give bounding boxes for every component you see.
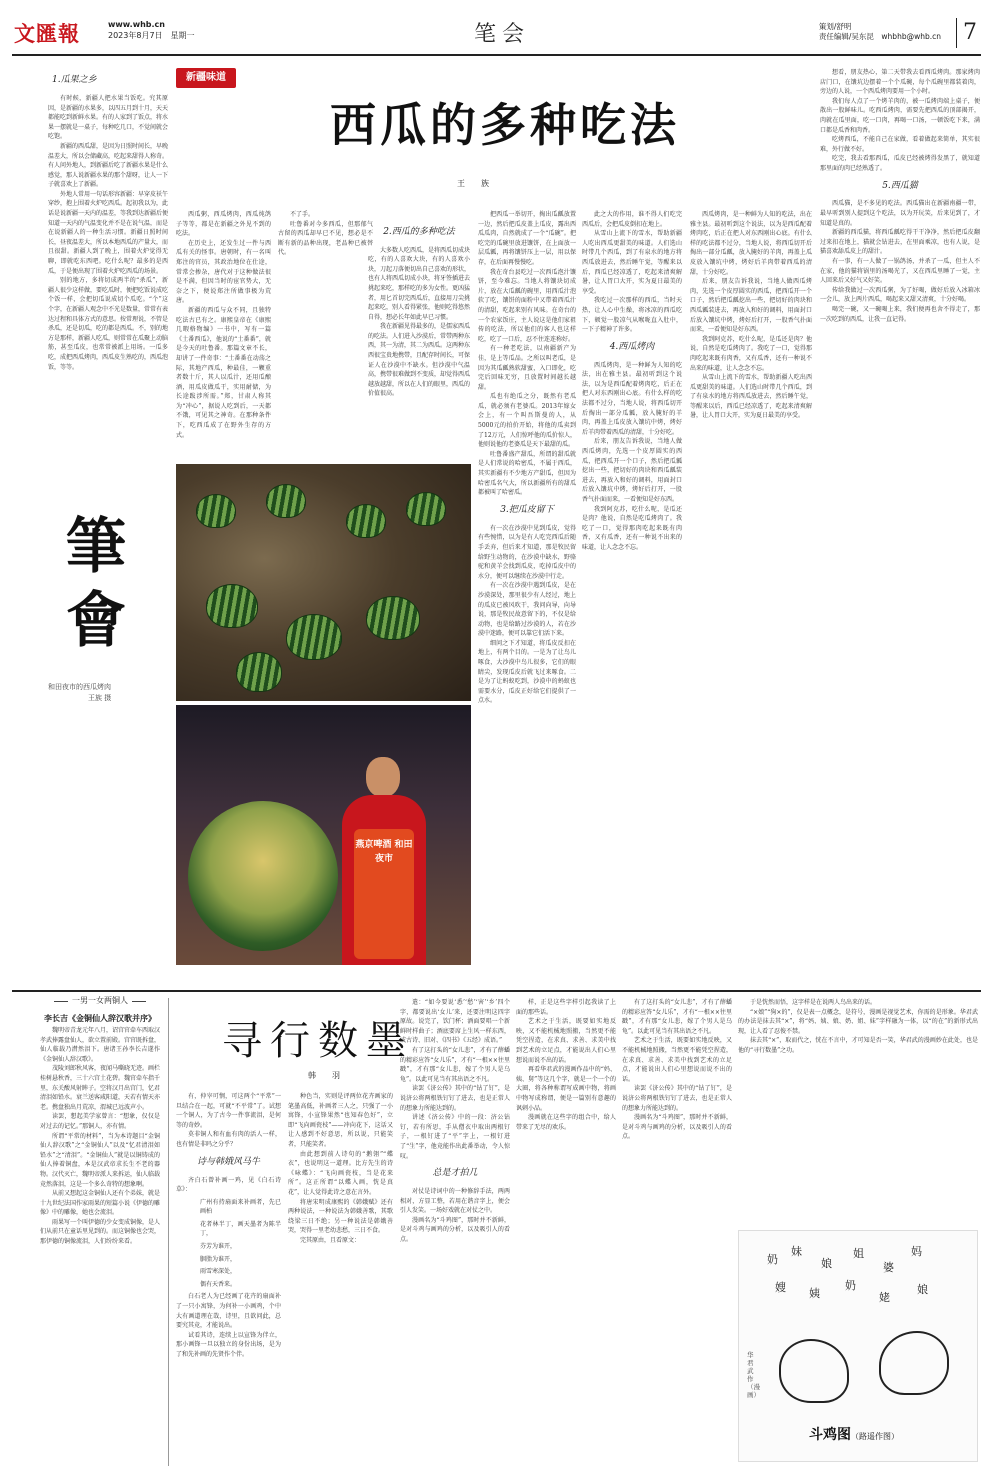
watermelon-shape [366, 596, 420, 640]
photo-caption [48, 682, 111, 704]
feature-column-2 [176, 210, 271, 462]
essay-column-f [738, 998, 978, 1223]
cartoon-characters [761, 1239, 951, 1329]
paragraph: 想看，朋友热心，第二天带我去看西瓜烤肉。那家烤肉店门口，在馕坑边摆着一个个瓜碗，每个瓜碗里都装着肉，旁边的人说，一个西瓜烤肉要用一个小时。 [820, 69, 980, 96]
column-rule [168, 998, 169, 1466]
essay-subheading: 诗与韩娥风马牛 [196, 1156, 260, 1167]
cartoon-caption [809, 1425, 899, 1447]
paragraph: 吃完，我去看那西瓜，瓜皮已经被烤得发黑了，就知道那里面的肉已经熟透了。 [820, 155, 980, 172]
article-author: 王 族 [457, 179, 493, 188]
cartoon-subtitle: （路遥作图） [851, 1432, 899, 1442]
masthead-url[interactable]: www.whb.cn [108, 20, 165, 29]
essay-column-c [400, 998, 510, 1466]
paragraph: 吐鲁番对今多西瓜，但那郁气古留的西瓜却早已不见，想必是不断有新的品种出现，老品种已被替代。 [278, 220, 373, 257]
editor-credit: 责任编辑/吴东昆 whbhb@whb.cn [818, 32, 941, 42]
cartoon-char: 婆 [883, 1261, 894, 1274]
watermelon-shape [196, 494, 236, 528]
photo-caption-text: 和田夜市的西瓜烤肉 [48, 683, 111, 691]
section-heading-4: 4.西瓜烤肉 [609, 341, 655, 352]
paragraph: 别的地方，多将切成两半的“杀瓜”，新疆人很少这样做，要吃瓜时，便把吃饭说成吃个饭一样，会把切瓜说成切个瓜吃。“个”这个字，在新疆人观念中不光是数量，常常有表达过程和具体方式的意思。按常理说，不管是杀瓜，还是切瓜，吃的都是西瓜。不，别的地方是那样，新疆人吃瓜，则常常在瓜聚上动脑筋，甚至瓜皮，也常常被派上用场。一瓜多吃，成把西瓜烤肉，西瓜皮生熟吃的，西瓜泡饭，等等。 [48, 277, 168, 371]
paragraph: 讲述《济公传》中的一段：济公钻钉，若有所思，手从僧衣中取出两根钉子，一根钉进了“平”字上，一根钉进了“生”字，他竟能作出此番举动，令人惊叹。 [400, 1114, 510, 1160]
section-heading-1: 1.瓜果之乡 [52, 75, 97, 85]
paragraph: 茂陵刘郎秋风客，夜闻马嘶晓无迹。画栏桂树悬秋香，三十六宫土花碧。魏官牵车指千里，东关酸风射眸子。空将汉月出宫门，忆君清泪如铅水。衰兰送客咸阳道，天若有情天亦老。携盘独出月荒凉，渭城已远波声小。 [40, 1065, 160, 1111]
section-heading-3: 3.把瓜皮留下 [500, 504, 554, 515]
paragraph: 有时候，新疆人把水果当饭吃。究其原因，是新疆的水果多，以四五月到十月，天天都能吃到新鲜水果。有的人家到了饭点，将水果一摆就是一桌子，每种吃几口，不觉间就会吃饱。 [48, 94, 168, 141]
paragraph: 吐鲁番盛产甜瓜，所谓的甜瓜就是人们常说的哈密瓜，不属于西瓜，其实新疆有不少地方产甜瓜，但因为哈密瓜名气大，所以新疆所有的甜瓜都被叫了哈密瓜。 [478, 450, 576, 497]
essay-column-d [516, 998, 616, 1466]
paragraph: 齐白石曾补画一鸡，见《白石诗草》： [176, 1176, 281, 1194]
cartoon-char: 妹 [791, 1245, 802, 1258]
paragraph: 大多数人吃西瓜，是将西瓜切成块吃，有的人喜欢大块，有的人喜欢小块，刀起刀落便切出自己喜欢的形状，也有人将西瓜切成小块，将牙签插进去挑起来吃，那样吃的多为女性。更凶猛者，用匕首切完西瓜后，直接用刀尖挑起来吃，别人看得紧张，他则吃得悠然自得，想必长年如此早已习惯。 [368, 246, 470, 321]
paragraph: 有一种老吃法，以南疆新产为佳，是上等瓜品。之所以叫老瓜，是因为其瓜瓤熟软甜蜜，入口即化，吃完后回味无穷，且放置时间越长越甜。 [478, 345, 576, 391]
paragraph: 完其原由，且看原文： [300, 1236, 361, 1244]
essay-title: 寻行数墨 [222, 1018, 414, 1064]
cartoon-char: 妈 [911, 1245, 922, 1258]
feature-column-1 [48, 68, 168, 473]
paragraph: 有了这打头的“女儿悲”，才有了薛蟠的精彩应答“女儿乐”，才有“一根××往里戳”，才有那“女儿悲，嫁了个男人是乌龟”。以此可见当有其出语之不凡。 [622, 999, 732, 1035]
paragraph: 瓜也有绝瓜之分，既然有老瓜瓜，就必须有老婆瓜。2013年嫁女会上，有一个叫吾斯曼的人，从5000元的拍价开始，将他的瓜卖到了12万元，人们惊呼他的瓜价惊人，他则说他的老婆瓜是天下最甜的瓜。 [478, 393, 576, 449]
paragraph: 有一次在沙漠中遇到瓜皮，是在沙漠深处，那里很少有人经过，地上的瓜皮已被风吹干，我问向导，向导说，那是牧民故意留下的，不仅是给动物，也是给路过沙漠的人，若在沙漠中迷路，便可以靠它们活下来。 [478, 582, 576, 638]
paragraph: 西瓜烤肉，是一种鲜为人知的吃法，出在雅主县。最初听到这个说法，以为是西瓜配着烤肉吃，后正在把人对东西刚出心底。有什么样的吃法都不过分，当地人说，将西瓜切开后掏出一部分瓜瓤，放入腌好的羊肉，再盖上瓜皮放入馕坑中烤，烤好后羊肉带着西瓜的清甜，十分好吃。 [690, 211, 812, 276]
feature-column-3b [368, 210, 470, 462]
paragraph: 我到阿克苏，吃什么呢，是瓜还是肉？他说，自然是吃瓜烤肉了。我吃了一口，觉得那肉吃起来既有肉香，又有瓜香，还有一种说不出来的味道，让人念念不忘。 [690, 335, 812, 372]
cartoon-char: 奶 [767, 1253, 778, 1266]
feature-column-6 [820, 68, 980, 978]
paragraph: 魏明帝青龙元年八月，诏宫官牵车西取汉孝武捧露盘仙人，欲立置前殿。宫官既拆盘，仙人临载乃潸然泪下。唐诸王孙李长吉遂作《金铜仙人辞汉歌》。 [40, 1027, 160, 1063]
calligraphy-char: 筆 [66, 512, 126, 582]
paragraph: 我在新疆见得最多的，是儒家西瓜的吃法。人们进入沙漠后，常带两种东西，其一为清，其二为西瓜。这两种东西很宝贵地携带，且配存时间长，可保证人在沙漠中不缺水。但沙漠中气温高，携带很难做到不变质，却觉得西瓜越放越甜，所以在人们的眼里，西瓜的价值很高。 [368, 323, 470, 398]
poem-line: 偶有天香来。 [200, 1280, 237, 1288]
rooster-left-drawing [779, 1339, 849, 1403]
essay-author: 韩 羽 [308, 1071, 344, 1080]
column-calligraphy [48, 510, 144, 660]
paragraph: 样，正是这些字样引起我读了上面的那些话。 [516, 999, 616, 1016]
paragraph: 遣：“如今要说‘悉’‘愁’‘害’‘乡’四个字，都要说出‘女儿’来，还要注明这四字原故。说完了，饮门杯；酒面要唱一个新鲜时样曲子；酒底要席上生风一样东西，或古诗、旧对、《四书》《五经》成语。” [400, 999, 510, 1045]
watermelon-shape [236, 652, 282, 692]
paragraph: 将唐宋明成康熙的《韩娥赋》还有两种说法，一种说法为韩娥善歌，其歌绕梁三日不绝；另一种说法是韩娥善哭，哭得一里老幼悲愁，三日不食。 [288, 1198, 393, 1235]
paragraph: 此之大的作用，谁不得人们吃完西瓜后，会把瓜皮倒扣在地上。 [582, 211, 682, 228]
paragraph: 漫画名为“斗鸡图”，那时并不新鲜，是对斗鸡与画鸡的分析，以及吸引人的看点。 [400, 1216, 510, 1243]
paragraph: 在历史上，还发生过一件与西瓜有关的怪事。唐朝时，有一名叫郑注的官员，其政治地位在仕途，常常会掺杂，唐代对于这种做法很是不满，但因当时的宦官势大，无奈之下，便说郑注所做事极为荒唐。 [176, 239, 271, 305]
paragraph: 从雪山上流下的雪水，帮助新疆人吃出西瓜更甜美的味道。人们选山时带几个西瓜，到了有泉水的地方将西瓜放进去，然后睡午觉，等醒来以后，西瓜已经凉透了，吃起来清爽解暑，让人胃口大开，实为夏日最美的享受。 [582, 230, 682, 295]
paragraph: 吃烤西瓜，不能自己在家做，看着做起来简单，其实很难，外行做不好。 [820, 136, 980, 153]
feature-column-3 [278, 210, 373, 462]
poem-line: 广州有持扇面来补画者，先已画柏 [200, 1198, 281, 1216]
paragraph: 对仗是诗词中的一种修辞手法，两两相对，方显工整，若用在谐音字上，便会引人发笑。一场好戏就在对仗之中。 [400, 1188, 510, 1215]
paragraph: 所谓“平常的材料”，当为本诗题目“金铜仙人辞汉歌”之“金铜仙人”以及“忆君清泪如铅水”之“清泪”。“金铜仙人”就是以铜铸成的仙人捧着铜盘，本是汉武帝求长生不老的器物。汉代灭亡，魏明帝派人来拆运，仙人临载竟然落泪，这是一个多么奇特的想象啊。 [40, 1132, 160, 1188]
paragraph: 有一次在沙漠中见到瓜皮，觉得有些惋惜，以为是有人吃完西瓜后随手丢弃，但后来才知道，那是牧民留给野生动物的，在沙漠中缺水，野骆驼和黄羊会找到瓜皮，吃掉瓜皮中的水分，便可以继续在沙漠中行走。 [478, 524, 576, 580]
newspaper-logo: 文匯報 [14, 21, 80, 46]
rooster-right-drawing [879, 1331, 949, 1395]
feature-column-5b [690, 210, 812, 975]
article-title: 西瓜的多种吃法 [330, 98, 680, 152]
paragraph: 莫非铜人和有血有肉的活人一样，也有情是非吗之分乎？ [176, 1131, 281, 1148]
paragraph: 种色当，实则是评两位花卉画家的笔墨高低，补画者三人之，只强了一小寓锋，小宣锋果然“也知春色好”，立即“飞向画瓷枝”——冲向花下，这话又让人感到不好意思，所以说，只能笑者，只能笑者。 [288, 1093, 393, 1148]
section-title: 笔会 [473, 22, 530, 47]
watermelon-shape [266, 484, 306, 518]
watermelon-roast-photo [176, 464, 471, 701]
cartoon-artist-note: （漫画） [747, 1383, 760, 1399]
paragraph: 西瓜烤肉，是一种鲜为人知的吃法，出在雅主县。最初听到这个说法，以为是西瓜配着烤肉吃，后正在把人对东西刚出心底。有什么样的吃法都不过分，当地人说，将西瓜切开后掏出一部分瓜瓤，放入腌好的羊肉，再盖上瓜皮放入馕坑中烤，烤好后羊肉带着西瓜的清甜，十分好吃。 [582, 361, 682, 436]
paragraph: 细问之下才知道，将瓜皮反扣在地上，有两个目的。一是为了让鸟儿啄食，大沙漠中鸟儿很多，它们的眼睛尖，发现瓜皮后就飞过来啄食。二是为了让蚂蚁吃到，沙漠中的蚂蚁也需要水分，瓜皮正好给它们提供了一点水。 [478, 639, 576, 705]
essay-subheading: 总是才拍几 [432, 1168, 478, 1179]
paragraph: 读罢，想起美学家曾言：“想象，仅仅是对过去的记忆。”那铜人，亦有情。 [40, 1113, 160, 1130]
masthead [12, 14, 981, 56]
paragraph: 于是恍然而悟，这字样是在说两人鸟出来的话。 [750, 999, 877, 1006]
cartoon-char: 嫂 [775, 1281, 786, 1294]
cartoon-title: 斗鸡图 [809, 1427, 851, 1444]
paragraph: 艺术之于生活，既要如实地反映，又不能机械地照搬，当然更不能凭空捏造，在求真、求善、求美中找到艺术的立足点，才能说出人们心里想说而说不出的话。 [622, 1037, 732, 1083]
paragraph: 有一事，有一人做了一锅鸽汤，并杀了一瓜，但主人不在家，他的猫将锅里的汤喝光了，又在西瓜里睡了一觉，主人回来后又好气又好笑。 [820, 258, 980, 285]
section-heading-5: 5.西瓜猫 [882, 180, 918, 191]
paragraph: 艺术之于生活，既要如实地反映，又不能机械地照搬，当然更不能凭空捏造，在求真、求善、求美中找到艺术的立足点，才能说出人们心里想说而说不出的话。 [516, 1018, 616, 1064]
paragraph: 试看其诗，连续上以宣锋为伴立，那小画锋一旦以独立的身份出场，是为了和先补画的先贤作个伴。 [176, 1331, 281, 1358]
paragraph: 西瓜猫，是不多见的吃法。西瓜猫出在新疆南疆一带，最早听到别人提到这个吃法，以为开玩笑，后来见到了，才知道是真的。 [820, 200, 980, 227]
paragraph: 把西瓜一举切开，掏出瓜瓤放置一边，然后把瓜皮盖上瓜皮，露出西瓜瓜肉，自然就成了一个“瓜碗”。把吃完的瓜碗里放进馕饼，在上面放一层瓜瓤，再将馕饼压上一层，用以保存，在后面再慢慢吃。 [478, 211, 576, 266]
paragraph: 有，仲宰可悯，可这两个“平常”一旦结合在一起，可就“不平常”了。试想一个铜人，为了古今一件事流泪，是何等的奇妙。 [176, 1093, 281, 1129]
apron-print: 燕京啤酒 和田夜市 [354, 829, 414, 959]
column-tag: 新疆味道 [176, 68, 236, 88]
cartoon-char: 娘 [917, 1283, 928, 1296]
paragraph: “×娘”“狗×的”，仅是表一点概念，是符号，漫画是视觉艺术，你需的是形象。华君武的办法是抹去其“×”，将“妈、姨、娘、奶、姐、妹”字样融为一体，以“的在”的新形式出现，让人看了忍俊不禁。 [738, 1008, 978, 1035]
paragraph: 外地人常用一句话形容新疆：早穿皮袄午穿纱，抱上围着火炉吃西瓜。起初我以为，此话是说新疆一天内的温差，等我到达新疆后便知道一天内的气温变化并不是在说气温，而是在说新疆人的一种生活习惯。新疆日照时间长，昼夜温差大，所以本地西瓜的产量大，而且很甜。新疆人到了晚上，围着火炉觉得无聊，即就吃东西吧。吃什么呢？最多的是西瓜，于是便出现了围着火炉吃西瓜的场景。 [48, 190, 168, 275]
cartoon-char: 娘 [821, 1257, 832, 1270]
chef-figure [336, 757, 431, 962]
sidebar-header: 一男一女两铜人 [40, 995, 160, 1007]
paragraph: 从雪山上流下的雪水，帮助新疆人吃出西瓜更甜美的味道。人们选山时带几个西瓜，到了有泉水的地方将西瓜放进去，然后睡午觉，等醒来以后，西瓜已经凉透了，吃起来清爽解暑，让人胃口大开，实为夏日最美的享受。 [690, 374, 812, 420]
paragraph: 后来，朋友告诉我说，当地人做西瓜烤肉，先选一个皮厚圆实的西瓜，把西瓜开一个口子，然后把瓜瓤挖出一些，把切好的肉块和西瓜瓤装进去，再放入和好的调料，用面封口后放入馕坑中烤，烤好后打开，一股香气扑面而来，一看便知是好东西。 [690, 278, 812, 334]
watermelon-shape [406, 492, 446, 526]
calligraphy-char: 會 [66, 586, 126, 656]
poem-line: 花者林半丁，画天墨者为陈半丁， [200, 1220, 281, 1238]
paragraph: 新疆的西瓜甜，是因为日照时间长，早晚温差大，所以会储藏高，吃起来甜得人称奇。有人问外地人，到新疆后吃了新疆水果是什么感觉，那人说新疆水果的那个甜呀，让人一下子就喜欢上了新疆。 [48, 142, 168, 189]
masthead-date: 2023年8月7日 星期一 [108, 30, 195, 40]
paragraph: 从前又想起这金铜仙人还有个弟妹，就是十九世纪法国作家雨果的短篇小说《伊德的雕像》中的雕像，她也会流泪。 [40, 1190, 160, 1217]
sidebar-title: 李长吉《金铜仙人辞汉歌并序》 [44, 1013, 156, 1023]
planner-credit: 策划/舒明 [818, 22, 852, 31]
paragraph: 新疆的西瓜猫，将西瓜瓤吃得干干净净，然后把瓜皮翻过来扣在地上，猫就会钻进去，在里面乘凉，也有人说，是猫喜欢舔瓜皮上的甜汁。 [820, 229, 980, 256]
cartoon-char: 姥 [879, 1291, 890, 1304]
cartoon-illustration [738, 1230, 978, 1462]
essay-column-e [622, 998, 732, 1466]
paragraph: 后来，朋友告诉我说，当地人做西瓜烤肉，先选一个皮厚圆实的西瓜，把西瓜开一个口子，然后把瓜瓤挖出一些，把切好的肉块和西瓜瓤装进去，再放入和好的调料，用面封口后放入馕坑中烤，烤好后打开，一股香气扑面而来，一看便知是好东西。 [582, 438, 682, 503]
paragraph: 读罢《济公传》其中的“钻了钉”，是说济公将两根铁钉钉了进去，也是正常人的想象力所能达到的。 [622, 1085, 732, 1112]
paragraph: 我们每人点了一个烤羊肉的，被一瓜烤肉端上桌子，便散出一股鲜味儿。吃西瓜烤肉，需要先把西瓜的顶部揭开，肉就在瓜里面，吃一口肉，再喝一口汤，一顿饭吃下来，满口都是瓜香和肉香。 [820, 97, 980, 134]
watermelon-shape [206, 584, 258, 628]
paragraph: 喝完一碗，又一碗喝上来，我们便再也舍不得走了，那一次吃到的西瓜，让我一直记得。 [820, 306, 980, 323]
paragraph: 由此想到前人诗句的“鹅翎”“蝶衣”，也说明这一道理。比方先生的诗《咏蝶》：“飞向画瓷枝，当是花来所”。这正所谓“以蝶入画，恍是真花”，让人觉得此诗之意在言外。 [288, 1150, 393, 1196]
paragraph: 读罢《济公传》其中的“钻了钉”，是说济公将两根铁钉钉了进去，也是正常人的想象力所能达到的。 [400, 1085, 510, 1112]
essay-column-a [176, 1092, 281, 1467]
paragraph: 白石老人为已经画了花卉的扇面补了一只小寓锋，为何补一小画鸡，个中大有画道理在哉，诗里，且欲问此，总要究其竟，才能说出。 [176, 1293, 281, 1330]
paragraph: 再看华君武的漫画作品中的“妈、姨、舅”等这几个字，就是一个一个的大圈，将各种称谓写成画中物，将画中物写成称谓，便是一篇别有意趣的讽刺小品。 [516, 1066, 616, 1112]
masthead-credits [819, 22, 941, 42]
essay-column-b [288, 1092, 393, 1467]
paragraph: 我到阿克苏，吃什么呢，是瓜还是肉？他说，自然是吃瓜烤肉了。我吃了一口，觉得那肉吃起来既有肉香，又有瓜香，还有一种说不出来的味道，让人念念不忘。 [582, 505, 682, 551]
paragraph: 不了手。 [290, 211, 315, 218]
watermelon-bowl [188, 801, 338, 951]
paragraph: 新疆的西瓜与众不同，且独特吃法古已有之。康熙皇帝在《康熙几暇格物编》一书中，写有一篇《土番西瓜》，他说的“土番番”，就是今天的吐鲁番。那篇文章不长，却讲了一件奇事：“土番番在动荡之际，其地产西瓜，种最佳，一颗重者数十斤，其人以瓜汁，还用瓜酿酒，用瓜皮做瓜干，实用耐储，为长途跋涉所需。”郑，甘肃人称其为“冲心”，据说人吃到后，一天都不饿，可见其之神奇。在那种条件下，吃西瓜成了在野外生存的方式。 [176, 306, 271, 439]
cartoon-char: 姨 [809, 1287, 820, 1300]
masthead-info [108, 20, 195, 42]
page-number: 7 [956, 18, 977, 48]
paragraph: 抹去其“×”，取而代之，恍在不言中，才可知是否一笑，华君武的漫画妙在此处，也是他的“寻行数墨”之功。 [738, 1037, 978, 1054]
cartoon-artist-name: 华君武 作 [747, 1351, 754, 1383]
paragraph: 漫画名为“斗鸡图”，那时并不新鲜，是对斗鸡与画鸡的分析，以及吸引人的看点。 [622, 1114, 732, 1141]
photo-credit: 王族 摄 [88, 694, 112, 702]
night-market-chef-photo [176, 705, 471, 965]
cartoon-char: 姐 [853, 1247, 864, 1260]
watermelon-shape [286, 614, 342, 660]
paragraph: 漫画就在这些字的组合中，给人带来了无尽的欢乐。 [516, 1114, 616, 1131]
section-heading-2: 2.西瓜的多种吃法 [383, 226, 455, 237]
paragraph: 有了这打头的“女儿悲”，才有了薛蟠的精彩应答“女儿乐”，才有“一根××往里戳”，才有那“女儿悲，嫁了个男人是乌龟”。以此可见当有其出语之不凡。 [400, 1046, 510, 1083]
paragraph: 传给我做过一次西瓜粥，为了好喝，做好后放入冰箱冰一会儿，放上两片西瓜，喝起来又甜又清爽，十分好喝。 [820, 286, 980, 304]
cartoon-char: 奶 [845, 1279, 856, 1292]
poem-line: 胭脂为谁开， [200, 1255, 237, 1263]
paragraph: 我吃过一次那样的西瓜，当时天热，让人心中生燥，将冰凉的西瓜吃下，顿觉一股凉气从喉咙直入肚中，一下子精神了许多。 [582, 297, 682, 334]
feature-column-5 [582, 210, 682, 975]
sidebar-column [40, 1026, 160, 1466]
paragraph: 雨果写一个叫伊德的少女变成铜像，是人们从前只在童话里见到的。而这铜像也会哭，那伊德的铜像流泪，人们纷纷来看。 [40, 1218, 160, 1246]
cartoon-artist [747, 1351, 760, 1399]
paragraph: 我在奇台县吃过一次西瓜泡汁馕饼，至今难忘。当地人将馕块切成片，放在大瓜瓤的碗里，用西瓜汁泡软了吃，馕饼的面粉中又带着西瓜汁的清甜，吃起来别有风味。在奇台的一个农家饭庄，主人说这是他们家祖传的吃法，所以他们的客人也这样吃，吃了一口后，忍不住连连称好。 [478, 268, 576, 343]
watermelon-shape [346, 504, 386, 538]
poem-line: 雨雪寒深处， [200, 1268, 237, 1276]
section-divider [12, 990, 981, 992]
feature-column-4 [478, 210, 576, 975]
paragraph: 西瓜粥，西瓜烤肉，西瓜炖鸽子等等，都是在新疆之外见不到的吃法。 [176, 211, 271, 238]
poem-line: 芬芳为谁开， [200, 1243, 237, 1251]
